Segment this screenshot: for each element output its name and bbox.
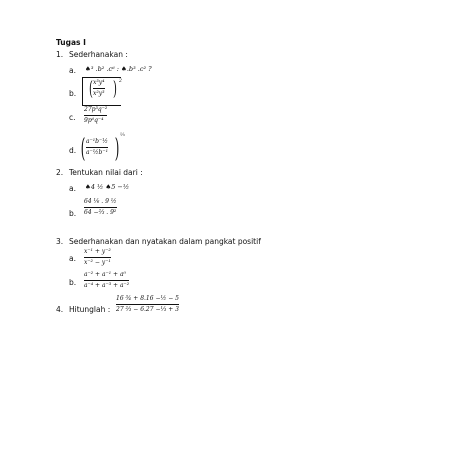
s2-fraction-b bbox=[84, 198, 117, 217]
s1-d-paren-close: ) bbox=[114, 134, 120, 164]
s4-numerator: 16 ¾ + 8.16 −½ − 5 bbox=[116, 295, 179, 302]
s1-expr-a: ♠³ .b² .c⁶ : ♠.b³ .c² ? bbox=[85, 65, 152, 73]
s1-b-paren: ( bbox=[88, 76, 93, 100]
s1-d-denominator: a⁻½b⁻¹ bbox=[86, 149, 108, 156]
fraction-bar bbox=[84, 257, 111, 258]
fraction-bar bbox=[84, 115, 107, 116]
s1-d-exponent: ⅓ bbox=[120, 132, 125, 138]
s1-d-numerator: a⁻¹b⁻½ bbox=[86, 138, 108, 145]
s2-b-numerator: 64 ⅙ . 9 ½ bbox=[84, 198, 117, 205]
s3-a-denominator: x⁻² − y⁻¹ bbox=[84, 259, 111, 266]
s1-b-paren-close: ) bbox=[112, 76, 117, 100]
s2-b-denominator: 64 −⅔ . 9² bbox=[84, 209, 117, 216]
s1-label-b: b. bbox=[69, 89, 77, 98]
fraction-bar bbox=[84, 280, 129, 281]
s4-fraction bbox=[116, 295, 179, 314]
section-1-number: 1. bbox=[56, 50, 64, 59]
page-title: Tugas I bbox=[56, 38, 86, 47]
s1-label-c: c. bbox=[69, 113, 76, 122]
s3-b-numerator: a⁻² + a⁻¹ + a⁰ bbox=[84, 271, 126, 278]
fraction-bar bbox=[116, 304, 179, 305]
s3-b-denominator: a⁻⁴ + a⁻³ + a⁻² bbox=[84, 282, 130, 289]
s1-c-numerator: 27p³q⁻² bbox=[84, 106, 108, 113]
fraction-bar bbox=[93, 88, 105, 89]
fraction-bar bbox=[86, 147, 108, 148]
s3-a-numerator: x⁻¹ + y⁻² bbox=[84, 248, 111, 255]
s3-label-a: a. bbox=[69, 254, 76, 263]
s1-fraction-c bbox=[84, 106, 107, 125]
s1-label-a: a. bbox=[69, 66, 76, 75]
s1-c-denominator: 9p⁶q⁻⁴ bbox=[84, 117, 104, 124]
s1-b-denominator: x²y³ bbox=[93, 90, 105, 97]
s1-fraction-b bbox=[93, 79, 105, 98]
s3-label-b: b. bbox=[69, 278, 77, 287]
s2-expr-a: ♠4 ½ ♠5 −½ bbox=[85, 183, 130, 191]
s1-b-numerator: x³y⁴ bbox=[93, 79, 105, 86]
s3-fraction-b bbox=[84, 271, 129, 290]
s1-b-exponent: 2 bbox=[119, 79, 122, 84]
s2-label-b: b. bbox=[69, 209, 77, 218]
section-4-heading: Hitunglah : bbox=[69, 305, 111, 314]
fraction-bar bbox=[84, 207, 117, 208]
section-3-heading: Sederhanakan dan nyatakan dalam pangkat positif bbox=[69, 237, 261, 246]
s4-denominator: 27 ⅔ − 6.27 −⅓ + 3 bbox=[116, 306, 179, 313]
section-2-heading: Tentukan nilai dari : bbox=[69, 168, 143, 177]
s1-d-paren: ( bbox=[80, 134, 86, 164]
section-2-number: 2. bbox=[56, 168, 64, 177]
section-4-number: 4. bbox=[56, 305, 64, 314]
s1-fraction-d bbox=[86, 138, 108, 157]
section-3-number: 3. bbox=[56, 237, 64, 246]
s3-fraction-a bbox=[84, 248, 111, 267]
s2-label-a: a. bbox=[69, 184, 76, 193]
s1-label-d: d. bbox=[69, 146, 77, 155]
section-1-heading: Sederhanakan : bbox=[69, 50, 128, 59]
